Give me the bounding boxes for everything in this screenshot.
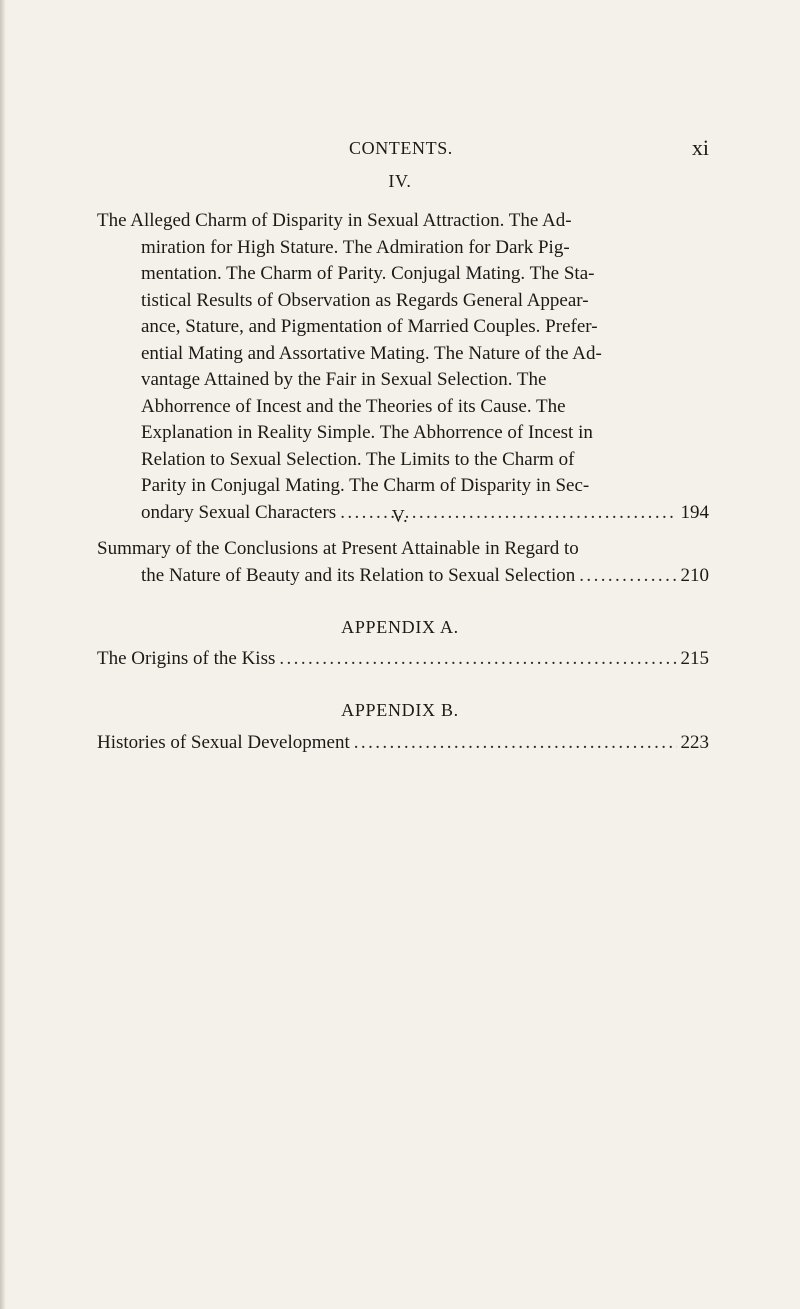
- toc-entry-last-line: [97, 646, 709, 673]
- dot-leader: [579, 563, 676, 590]
- toc-entry-appendix-b: [97, 730, 709, 757]
- toc-entry-line: Explanation in Reality Simple. The Abhorrence of Incest in: [141, 422, 593, 443]
- toc-entry-line: tistical Results of Observation as Regards General Appear-: [141, 289, 589, 311]
- toc-entry-last-line: [97, 730, 709, 757]
- toc-entry-line: The Alleged Charm of Disparity in Sexual Attraction. The Ad-: [97, 210, 572, 231]
- toc-entry-line: ential Mating and Assortative Mating. The Nature of the Ad-: [141, 342, 602, 364]
- page-reference: 194: [680, 501, 709, 523]
- appendix-b-heading: APPENDIX B.: [341, 700, 459, 720]
- toc-entry-line: vantage Attained by the Fair in Sexual Selection. The: [141, 369, 547, 390]
- running-title: CONTENTS.: [349, 138, 453, 158]
- toc-entry-line: the Nature of Beauty and its Relation to Sexual Selection: [141, 564, 576, 586]
- toc-entry-line: ondary Sexual Characters: [141, 501, 337, 523]
- toc-entry-last-line: [119, 563, 709, 590]
- toc-entry-line: Parity in Conjugal Mating. The Charm of Disparity in Sec-: [141, 475, 590, 496]
- page-reference: 223: [680, 732, 709, 753]
- toc-entry-line: Relation to Sexual Selection. The Limits to the Charm of: [141, 448, 575, 470]
- toc-entry-line: Summary of the Conclusions at Present Attainable in Regard to: [97, 538, 579, 559]
- page-reference: 215: [680, 648, 709, 669]
- toc-entry-v: [97, 536, 709, 589]
- toc-entry-line: miration for High Stature. The Admiration for Dark Pig-: [141, 236, 570, 258]
- toc-entry-line: The Origins of the Kiss: [97, 648, 276, 669]
- toc-entry-iv: [97, 208, 709, 526]
- page-gutter-shadow: [0, 0, 6, 1309]
- section-heading-v: V.: [391, 506, 409, 526]
- toc-entry-line: ance, Stature, and Pigmentation of Married Couples. Prefer-: [141, 316, 598, 337]
- toc-entry-line: Abhorrence of Incest and the Theories of its Cause. The: [141, 395, 566, 417]
- page-number: xi: [691, 135, 709, 160]
- section-heading-iv: IV.: [388, 171, 412, 191]
- toc-entry-appendix-a: [97, 646, 709, 673]
- dot-leader: [354, 730, 677, 757]
- toc-entry-line: mentation. The Charm of Parity. Conjugal Mating. The Sta-: [141, 263, 595, 284]
- toc-entry-line: Histories of Sexual Development: [97, 732, 350, 753]
- appendix-a-heading: APPENDIX A.: [341, 617, 459, 637]
- dot-leader: [279, 646, 676, 673]
- running-head: [349, 135, 709, 162]
- page-reference: 210: [680, 564, 709, 586]
